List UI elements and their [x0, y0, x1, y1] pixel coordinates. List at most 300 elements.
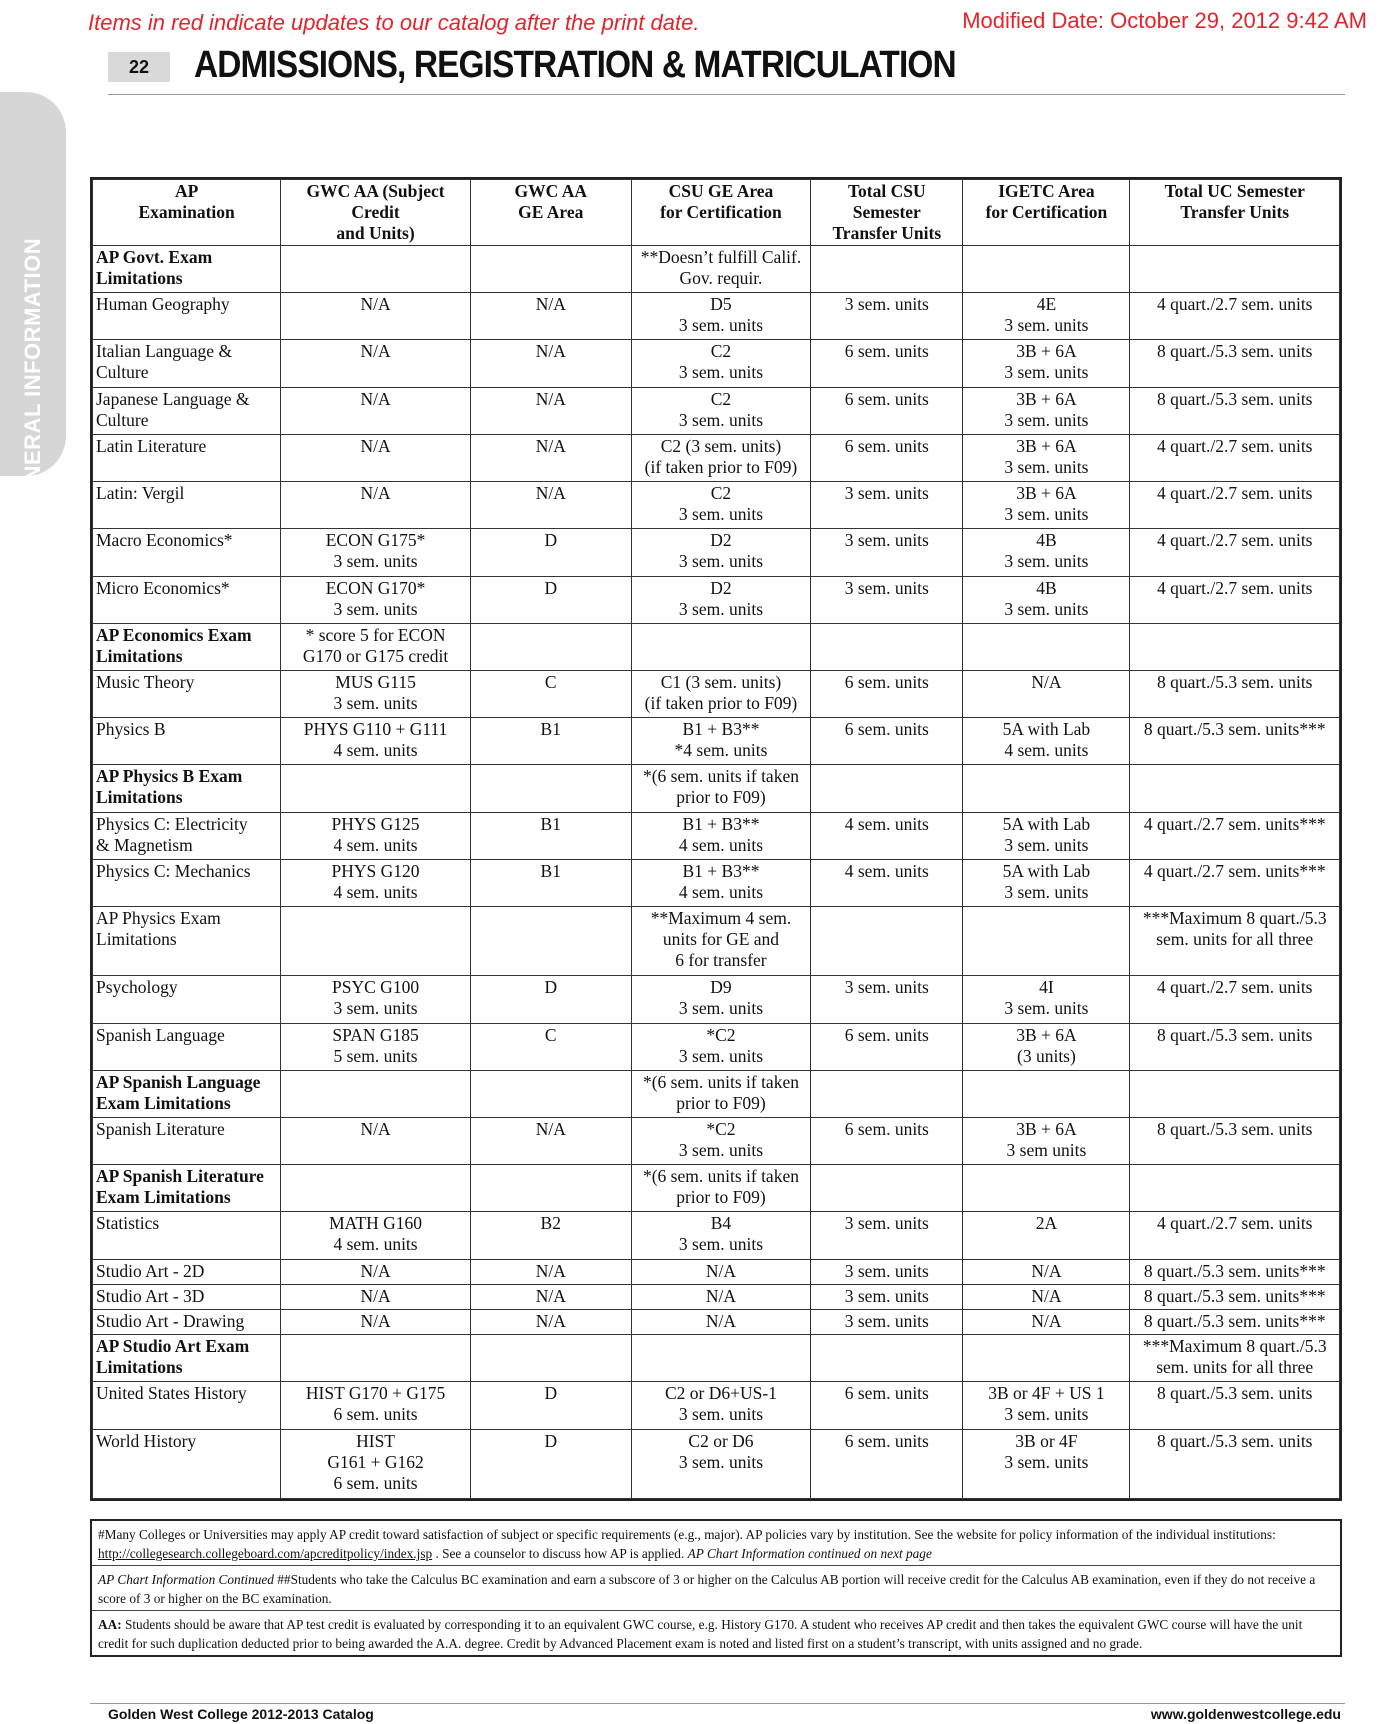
- cell-line: 4 quart./2.7 sem. units: [1156, 530, 1313, 551]
- cell-line: *(6 sem. units if taken: [642, 766, 799, 787]
- cell-line: N/A: [360, 388, 391, 409]
- cell-line: 4 sem. units: [1004, 740, 1089, 761]
- table-cell: [631, 623, 811, 670]
- column-header-line: Examination: [138, 202, 235, 222]
- cell-line: 6 sem. units: [844, 1118, 929, 1139]
- cell-line: AP Spanish Language: [96, 1071, 261, 1092]
- cell-line: N/A: [360, 341, 391, 362]
- cell-line: 3 sem. units: [678, 409, 764, 430]
- table-cell: [1130, 1212, 1340, 1259]
- column-header-line: Transfer Units: [832, 223, 942, 243]
- table-cell: [631, 859, 811, 906]
- table-cell: [963, 1023, 1130, 1070]
- table-cell: [281, 1429, 471, 1498]
- table-cell: [281, 340, 471, 387]
- exam-name-cell: [93, 1165, 281, 1212]
- table-cell: [470, 1070, 631, 1117]
- exam-name-cell: [93, 1212, 281, 1259]
- cell-line: 3 sem. units: [678, 504, 764, 525]
- table-cell: [631, 670, 811, 717]
- table-cell: [811, 340, 963, 387]
- cell-line: 4 quart./2.7 sem. units***: [1143, 813, 1326, 834]
- table-cell: [811, 623, 963, 670]
- table-cell: [1130, 765, 1340, 812]
- table-cell: [281, 765, 471, 812]
- column-header-line: Total UC Semester: [1164, 181, 1305, 201]
- column-header-line: AP: [174, 181, 199, 201]
- table-cell: [1130, 482, 1340, 529]
- cell-line: 3 sem. units: [844, 577, 929, 598]
- table-row: [93, 482, 1340, 529]
- cell-line: 4 sem. units: [844, 860, 929, 881]
- cell-line: 4B: [1036, 577, 1057, 598]
- exam-name-cell: [93, 293, 281, 340]
- cell-line: 3 sem. units: [678, 1139, 764, 1160]
- cell-line: AP Physics Exam: [96, 908, 221, 929]
- table-cell: [470, 482, 631, 529]
- table-cell: [963, 812, 1130, 859]
- cell-line: Studio Art - 3D: [96, 1285, 205, 1306]
- table-cell: [811, 859, 963, 906]
- cell-line: Macro Economics*: [96, 530, 233, 551]
- table-cell: [470, 1117, 631, 1164]
- cell-line: 3 sem. units: [678, 551, 764, 572]
- footnote-text: ##Students who take the Calculus BC examination and earn a subscore of 3 or higher on the Calculus AB portion will receive credit for the Calculus AB examination, even if they do not receive a score of 3 or higher on the BC examination.: [98, 1572, 1316, 1606]
- cell-line: Spanish Literature: [96, 1118, 225, 1139]
- table-cell: [631, 1212, 811, 1259]
- table-cell: [281, 859, 471, 906]
- cell-line: B1: [540, 860, 561, 881]
- cell-line: N/A: [535, 294, 566, 315]
- table-cell: [281, 1382, 471, 1429]
- table-cell: [470, 1309, 631, 1334]
- table-cell: [963, 907, 1130, 976]
- cell-line: C: [544, 671, 557, 692]
- cell-line: 3 sem. units: [678, 362, 764, 383]
- table-cell: [631, 1259, 811, 1284]
- table-cell: [1130, 246, 1340, 293]
- cell-line: 3 sem. units: [844, 483, 929, 504]
- table-cell: [631, 1335, 811, 1382]
- table-cell: [963, 246, 1130, 293]
- cell-line: Latin: Vergil: [96, 483, 185, 504]
- continued-note: AP Chart Information continued on next page: [687, 1546, 932, 1561]
- table-cell: [281, 482, 471, 529]
- cell-line: United States History: [96, 1383, 247, 1404]
- table-row: [93, 976, 1340, 1023]
- cell-line: 8 quart./5.3 sem. units: [1156, 1383, 1313, 1404]
- cell-line: 4 quart./2.7 sem. units: [1156, 577, 1313, 598]
- table-cell: [631, 1165, 811, 1212]
- table-cell: [963, 482, 1130, 529]
- cell-line: 5A with Lab: [1002, 719, 1091, 740]
- cell-line: Gov. requir.: [679, 268, 763, 288]
- table-row: [93, 670, 1340, 717]
- column-header: [93, 180, 281, 246]
- table-cell: [281, 670, 471, 717]
- cell-line: 3 sem. units: [1004, 598, 1089, 619]
- table-cell: [811, 765, 963, 812]
- cell-line: Limitations: [96, 268, 183, 288]
- cell-line: N/A: [535, 388, 566, 409]
- cell-line: 3 sem. units: [1004, 362, 1089, 383]
- cell-line: *C2: [706, 1024, 736, 1045]
- table-cell: [470, 1165, 631, 1212]
- table-cell: [811, 1429, 963, 1498]
- table-cell: [1130, 1259, 1340, 1284]
- cell-line: 8 quart./5.3 sem. units***: [1143, 1285, 1326, 1306]
- table-cell: [470, 1335, 631, 1382]
- cell-line: 5A with Lab: [1002, 813, 1091, 834]
- table-cell: [1130, 576, 1340, 623]
- cell-line: Limitations: [96, 645, 183, 666]
- table-cell: [281, 1212, 471, 1259]
- table-cell: [811, 482, 963, 529]
- exam-name-cell: [93, 1070, 281, 1117]
- modified-date: Modified Date: October 29, 2012 9:42 AM: [962, 8, 1367, 33]
- table-cell: [963, 623, 1130, 670]
- exam-name-cell: [93, 1284, 281, 1309]
- table-cell: [470, 1429, 631, 1498]
- table-row: [93, 1070, 1340, 1117]
- table-cell: [281, 1259, 471, 1284]
- cell-line: C1 (3 sem. units): [660, 671, 782, 692]
- cell-line: 8 quart./5.3 sem. units: [1156, 1024, 1313, 1045]
- cell-line: prior to F09): [676, 787, 766, 808]
- cell-line: 3B + 6A: [1016, 388, 1077, 409]
- table-cell: [470, 529, 631, 576]
- cell-line: Human Geography: [96, 294, 230, 315]
- column-header-line: for Certification: [985, 202, 1108, 222]
- table-row: [93, 1382, 1340, 1429]
- table-cell: [963, 1284, 1130, 1309]
- table-cell: [631, 246, 811, 293]
- table-cell: [963, 387, 1130, 434]
- footer-website: www.goldenwestcollege.edu: [1150, 1706, 1341, 1722]
- cell-line: 3 sem. units: [678, 1451, 764, 1472]
- table-cell: [470, 859, 631, 906]
- table-cell: [631, 1023, 811, 1070]
- cell-line: Physics C: Mechanics: [96, 860, 251, 881]
- table-cell: [470, 1212, 631, 1259]
- table-cell: [963, 576, 1130, 623]
- cell-line: Physics C: Electricity: [96, 813, 248, 834]
- cell-line: 5 sem. units: [333, 1045, 418, 1066]
- table-row: [93, 1259, 1340, 1284]
- cell-line: AP Spanish Literature: [96, 1166, 264, 1187]
- cell-line: 3 sem. units: [678, 598, 764, 619]
- cell-line: 6 sem. units: [333, 1404, 418, 1425]
- table-cell: [963, 1117, 1130, 1164]
- cell-line: 4E: [1036, 294, 1057, 315]
- cell-line: N/A: [535, 483, 566, 504]
- ap-credit-table: [92, 179, 1340, 1499]
- column-header-line: GWC AA: [514, 181, 587, 201]
- table-cell: [470, 1284, 631, 1309]
- cell-line: PSYC G100: [332, 977, 420, 998]
- cell-line: 3B or 4F: [1015, 1430, 1078, 1451]
- table-cell: [963, 434, 1130, 481]
- cell-line: N/A: [535, 1285, 566, 1306]
- exam-name-cell: [93, 1259, 281, 1284]
- cell-line: 8 quart./5.3 sem. units: [1156, 388, 1313, 409]
- cell-line: 4 sem. units: [844, 813, 929, 834]
- table-cell: [631, 529, 811, 576]
- table-cell: [631, 1309, 811, 1334]
- table-cell: [1130, 623, 1340, 670]
- cell-line: Culture: [96, 362, 149, 383]
- table-cell: [470, 1023, 631, 1070]
- cell-line: Physics B: [96, 719, 166, 740]
- exam-name-cell: [93, 1429, 281, 1498]
- column-header-line: Total CSU Semester: [847, 181, 926, 222]
- table-cell: [811, 1382, 963, 1429]
- table-cell: [811, 1259, 963, 1284]
- table-row: [93, 246, 1340, 293]
- cell-line: N/A: [535, 1310, 566, 1331]
- table-cell: [811, 1284, 963, 1309]
- table-cell: [631, 1117, 811, 1164]
- table-cell: [1130, 529, 1340, 576]
- table-cell: [811, 529, 963, 576]
- cell-line: 3 sem. units: [844, 1213, 929, 1234]
- cell-line: 3 sem units: [1006, 1139, 1087, 1160]
- table-cell: [470, 1259, 631, 1284]
- cell-line: (if taken prior to F09): [644, 692, 798, 713]
- cell-line: Studio Art - Drawing: [96, 1310, 245, 1331]
- table-cell: [631, 1070, 811, 1117]
- cell-line: **Maximum 4 sem.: [650, 908, 792, 929]
- cell-line: **Doesn’t fulfill Calif.: [640, 247, 802, 267]
- table-cell: [281, 1165, 471, 1212]
- table-cell: [1130, 1309, 1340, 1334]
- cell-line: D: [544, 1383, 558, 1404]
- footnote-aa: [92, 1611, 1340, 1655]
- footnote-text: . See a counselor to discuss how AP is applied.: [432, 1546, 688, 1561]
- cell-line: Studio Art - 2D: [96, 1260, 205, 1281]
- cell-line: MUS G115: [335, 671, 416, 692]
- aa-label: AA:: [98, 1617, 122, 1632]
- table-cell: [811, 576, 963, 623]
- cell-line: Latin Literature: [96, 435, 207, 456]
- table-cell: [963, 293, 1130, 340]
- table-cell: [281, 1023, 471, 1070]
- cell-line: 3 sem. units: [1004, 456, 1089, 477]
- table-cell: [470, 907, 631, 976]
- cell-line: 3 sem. units: [844, 977, 929, 998]
- table-cell: [811, 1165, 963, 1212]
- column-header-line: for Certification: [660, 202, 782, 222]
- table-cell: [470, 718, 631, 765]
- page-number: 22: [108, 52, 170, 82]
- cell-line: 3 sem. units: [1004, 998, 1089, 1019]
- table-cell: [631, 765, 811, 812]
- table-cell: [1130, 976, 1340, 1023]
- table-cell: [281, 1070, 471, 1117]
- column-header-line: Transfer Units: [1180, 202, 1290, 222]
- table-cell: [811, 718, 963, 765]
- cell-line: 6 sem. units: [844, 435, 929, 456]
- table-cell: [281, 1335, 471, 1382]
- cell-line: Limitations: [96, 787, 183, 808]
- table-row: [93, 1212, 1340, 1259]
- footnote-calculus: [92, 1566, 1340, 1611]
- collegeboard-policy-link[interactable]: http://collegesearch.collegeboard.com/apcreditpolicy/index.jsp: [98, 1546, 433, 1561]
- table-cell: [631, 482, 811, 529]
- table-cell: [1130, 293, 1340, 340]
- cell-line: prior to F09): [676, 1092, 766, 1113]
- cell-line: 6 sem. units: [844, 341, 929, 362]
- table-row: [93, 623, 1340, 670]
- column-header: [811, 180, 963, 246]
- table-cell: [963, 976, 1130, 1023]
- cell-line: units for GE and: [662, 929, 780, 950]
- exam-name-cell: [93, 1117, 281, 1164]
- footnote-text: Students should be aware that AP test credit is evaluated by corresponding it to an equivalent GWC course, e.g. History G170. A student who receives AP credit and then takes the equivalent GWC course will have the unit credit for such duplication deducted prior to being awarded the A.A. degree. Credit by Advanced Placement exam is noted and listed first on a student’s transcript, with units assigned and no grade.: [98, 1617, 1303, 1651]
- table-cell: [811, 1070, 963, 1117]
- cell-line: MATH G160: [329, 1213, 422, 1234]
- cell-line: 3 sem. units: [678, 1234, 764, 1255]
- table-cell: [631, 1382, 811, 1429]
- cell-line: 8 quart./5.3 sem. units***: [1143, 719, 1326, 740]
- exam-name-cell: [93, 907, 281, 976]
- cell-line: Exam Limitations: [96, 1187, 231, 1208]
- cell-line: sem. units for all three: [1156, 929, 1314, 950]
- table-cell: [811, 1335, 963, 1382]
- table-cell: [811, 434, 963, 481]
- exam-name-cell: [93, 1309, 281, 1334]
- column-header: [1130, 180, 1340, 246]
- cell-line: N/A: [1031, 671, 1062, 692]
- cell-line: 3 sem. units: [678, 1404, 764, 1425]
- exam-name-cell: [93, 670, 281, 717]
- table-cell: [281, 387, 471, 434]
- column-header-line: GE Area: [518, 202, 584, 222]
- cell-line: 3 sem. units: [1004, 504, 1089, 525]
- table-row: [93, 859, 1340, 906]
- cell-line: 3 sem. units: [1004, 1404, 1089, 1425]
- table-cell: [281, 976, 471, 1023]
- table-cell: [470, 387, 631, 434]
- exam-name-cell: [93, 340, 281, 387]
- column-header: [281, 180, 471, 246]
- cell-line: C2: [710, 388, 732, 409]
- cell-line: (if taken prior to F09): [644, 456, 798, 477]
- table-cell: [1130, 434, 1340, 481]
- table-cell: [811, 1023, 963, 1070]
- cell-line: 6 sem. units: [844, 671, 929, 692]
- cell-line: 4 quart./2.7 sem. units: [1156, 1213, 1313, 1234]
- cell-line: N/A: [360, 1310, 391, 1331]
- cell-line: B2: [540, 1213, 561, 1234]
- table-cell: [470, 623, 631, 670]
- cell-line: Japanese Language &: [96, 388, 250, 409]
- table-cell: [963, 1259, 1130, 1284]
- cell-line: 3B + 6A: [1016, 483, 1077, 504]
- footnote-text: #Many Colleges or Universities may apply AP credit toward satisfaction of subject or specific requirements (e.g., major). AP policies vary by institution. See the website for policy information of the individual institutions:: [98, 1527, 1276, 1542]
- table-row: [93, 907, 1340, 976]
- cell-line: 8 quart./5.3 sem. units: [1156, 1430, 1313, 1451]
- table-cell: [631, 1429, 811, 1498]
- cell-line: B1 + B3**: [682, 719, 760, 740]
- cell-line: N/A: [360, 483, 391, 504]
- table-header-row: [93, 180, 1340, 246]
- cell-line: 3 sem. units: [333, 692, 418, 713]
- cell-line: N/A: [705, 1310, 737, 1331]
- exam-name-cell: [93, 765, 281, 812]
- cell-line: B1: [540, 813, 561, 834]
- table-cell: [281, 529, 471, 576]
- table-cell: [470, 340, 631, 387]
- section-side-tab: [0, 92, 66, 515]
- table-cell: [281, 623, 471, 670]
- cell-line: G170 or G175 credit: [302, 645, 449, 666]
- cell-line: 6 for transfer: [675, 950, 767, 971]
- cell-line: Limitations: [96, 929, 177, 950]
- cell-line: B4: [710, 1213, 732, 1234]
- cell-line: 3 sem. units: [1004, 1451, 1089, 1472]
- table-cell: [281, 1284, 471, 1309]
- cell-line: N/A: [705, 1285, 737, 1306]
- cell-line: N/A: [360, 1285, 391, 1306]
- cell-line: 5A with Lab: [1002, 860, 1091, 881]
- table-cell: [470, 812, 631, 859]
- cell-line: 3B + 6A: [1016, 435, 1077, 456]
- cell-line: SPAN G185: [332, 1024, 419, 1045]
- cell-line: ***Maximum 8 quart./5.3: [1142, 908, 1327, 929]
- cell-line: Spanish Language: [96, 1024, 225, 1045]
- table-row: [93, 718, 1340, 765]
- exam-name-cell: [93, 246, 281, 293]
- cell-line: 4 sem. units: [678, 834, 764, 855]
- table-cell: [811, 1212, 963, 1259]
- cell-line: B1 + B3**: [682, 813, 760, 834]
- cell-line: N/A: [535, 1260, 566, 1281]
- cell-line: N/A: [1031, 1285, 1062, 1306]
- cell-line: AP Studio Art Exam: [96, 1336, 250, 1357]
- cell-line: N/A: [705, 1260, 737, 1281]
- table-cell: [281, 1117, 471, 1164]
- cell-line: 4B: [1036, 530, 1057, 551]
- cell-line: 2A: [1035, 1213, 1058, 1234]
- cell-line: 4 quart./2.7 sem. units: [1156, 294, 1313, 315]
- table-cell: [1130, 1070, 1340, 1117]
- cell-line: 6 sem. units: [844, 1024, 929, 1045]
- footnotes: [90, 1519, 1342, 1657]
- table-cell: [470, 1382, 631, 1429]
- table-row: [93, 1429, 1340, 1498]
- table-cell: [963, 1165, 1130, 1212]
- table-row: [93, 340, 1340, 387]
- exam-name-cell: [93, 623, 281, 670]
- cell-line: B1 + B3**: [682, 860, 760, 881]
- page-title: ADMISSIONS, REGISTRATION & MATRICULATION: [194, 44, 956, 86]
- cell-line: AP Economics Exam: [96, 624, 252, 645]
- table-cell: [963, 1382, 1130, 1429]
- table-cell: [1130, 1335, 1340, 1382]
- cell-line: C2: [710, 341, 732, 362]
- cell-line: C2 or D6+US-1: [664, 1383, 777, 1404]
- cell-line: 3B + 6A: [1016, 341, 1077, 362]
- cell-line: 6 sem. units: [844, 1383, 929, 1404]
- cell-line: 8 quart./5.3 sem. units***: [1143, 1310, 1326, 1331]
- cell-line: 3 sem. units: [844, 294, 929, 315]
- table-row: [93, 1165, 1340, 1212]
- exam-name-cell: [93, 387, 281, 434]
- exam-name-cell: [93, 576, 281, 623]
- table-cell: [963, 529, 1130, 576]
- exam-name-cell: [93, 434, 281, 481]
